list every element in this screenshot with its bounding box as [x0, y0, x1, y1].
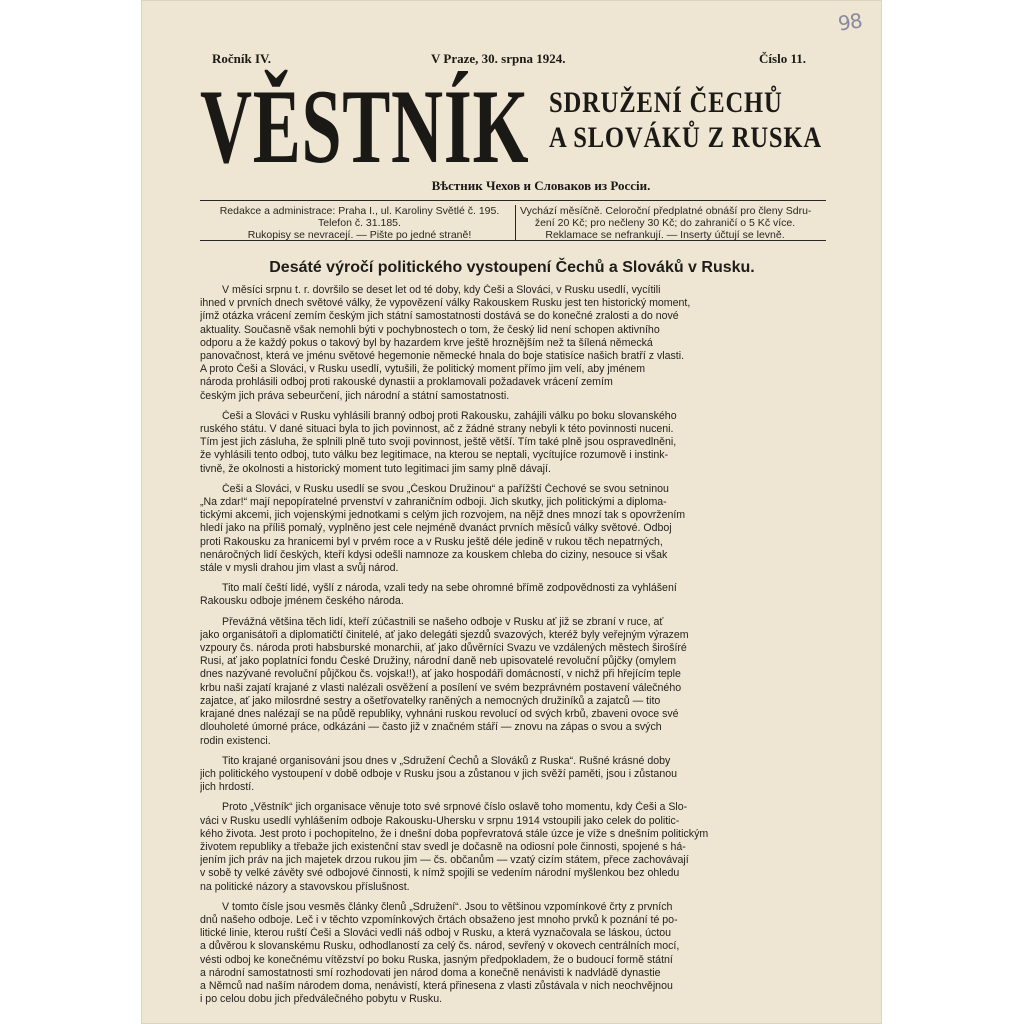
text-line: českým jich práva sebeurčení, jich národní a státní samostatnosti. [200, 389, 510, 402]
text-line: váci v Rusku usedlí vyhlášením odboje Rakousku-Uhersku v srpnu 1914 vstoupili jako celek do politic- [200, 814, 680, 827]
article-headline: Desáté výročí politického vystoupení Čechů a Slováků v Rusku. [269, 259, 755, 276]
text-line: národa prohlásili odboj proti rakouské dynastii a proklamovali požadavek vrácení zemím [200, 376, 613, 389]
text-line: krajané dnes nalézají se na půdě republiky, vyhnáni ruskou revolucí od svých krbů, zbaveni ovoce své [200, 708, 679, 721]
text-line: krbu naši zajatí krajané z vlasti nalézali osvěžení a posílení ve svém bezprávném postavení válečného [200, 681, 682, 694]
article-paragraph [200, 284, 808, 403]
text-line: dnů našeho odboje. Leč i v těchto vzpomínkových črtách obsaženo jest mnoho prvků k poznání té po- [200, 913, 678, 926]
text-line: Tito krajané organisováni jsou dnes v „Sdružení Čechů a Slováků z Ruska“. Rušné krásné doby [222, 754, 671, 767]
text-line: v sobě ty velké závěty své odbojové činnosti, k nímž spojili se vedením národní myšlenkou bez ohledu [200, 867, 680, 880]
text-line: Češi a Slováci, v Rusku usedlí se svou „Českou Družinou“ a pařížští Čechové se svou setninou [222, 482, 669, 495]
text-line: vzpoury čs. národa proti habsburské monarchii, ať jako důvěrníci Svazu ve vzdálených městech širošíré [200, 642, 687, 655]
info-line: Reklamace se nefrankují. — Inserty účtují se levně. [545, 229, 785, 241]
text-line: hledí jako na příliš pomalý, vyplněno jest cele nejméně dvanáct prvních měsíců války světové. Odboj [200, 522, 672, 535]
text-line: Proto „Věstník“ jich organisace věnuje toto své srpnové číslo oslavě toho momentu, kdy Češi a Slo- [222, 801, 688, 814]
text-line: ihned v prvních dnech světové války, že vypovězení války Rakouskem Rusku jest ten historický moment, [200, 297, 691, 310]
text-line: aktuality. Současně však nemohli býti v pochybnostech o tom, že český lid není schopen aktivního [200, 323, 660, 336]
text-line: stále v mysli drahou jim vlast a svůj národ. [200, 562, 399, 575]
text-line: „Na zdar!“ mají nepopíratelné prvenství v zahraničním odboji. Jich skutky, jich politickými a diploma- [200, 496, 667, 509]
text-line: panovačnost, která ve jménu světové hegemonie německé hnala do boje statisíce našich bratří z vlasti. [200, 350, 685, 363]
text-line: rodin existenci. [200, 734, 271, 747]
text-line: vésti odboj ke konečnému vítězství po boku Ruska, jasným předpokladem, že o budoucí formě státní [200, 953, 673, 966]
article-body [200, 284, 808, 1013]
text-line: jich politického vystoupení v době odboje v Rusku jsou a zůstanou v jich svěží paměti, jsou i zůstanou [200, 767, 677, 780]
text-line: a národní samostatnosti smí rozhodovati jen národ doma a konečně nenávisti k nadvládě dynastie [200, 966, 661, 979]
article-paragraph [200, 483, 808, 575]
text-line: i po celou dobu jich předválečného pobytu v Rusku. [200, 993, 443, 1006]
text-line: dlouholeté úmorné práce, odkázáni — často již v značném stáří — znovu na zápas o svou a svých [200, 721, 662, 734]
editorial-info [212, 205, 507, 241]
text-line: ruského státu. V dané situaci byla to jich povinnost, ač z žádné strany nebyli k této povinnosti nuceni. [200, 423, 674, 436]
issue-header-line [212, 51, 806, 69]
masthead-subtitle-line1: SDRUŽENÍ ČECHŮ [549, 86, 783, 119]
text-line: Češi a Slováci v Rusku vyhlásili branný odboj proti Rakousku, zahájili válku po boku slovanského [222, 409, 677, 422]
text-line: proti Rakousku za hranicemi byl v prvém roce a v Rusku ještě déle jedině v rukou těch nepatrných, [200, 535, 663, 548]
text-line: jako organisátoři a diplomatičtí činitelé, ať jako delegáti sjezdů svazových, kteréž byly veřejným výrazem [200, 628, 689, 641]
text-line: a Němců nad naším národem doma, nenávistí, která přinesena z vlasti zůstávala v nich neochvějnou [200, 979, 673, 992]
text-line: Tito malí čeští lidé, vyšlí z národa, vzali tedy na sebe ohromné břímě zodpovědnosti za vyhlášení [222, 582, 677, 595]
info-line: Telefon č. 31.185. [318, 217, 401, 229]
article-paragraph [200, 901, 808, 1007]
masthead-russian-title: Вѣстник Чехов и Словаков из Россіи. [431, 178, 651, 193]
text-line: tivně, že okolnosti a historický moment tuto legitimaci jim samy plně dávají. [200, 462, 551, 475]
text-line: jímž otázka vrácení zemím českým jich státní samostatnosti dostává se do konečné zralosti a do nové [200, 310, 679, 323]
issue-number: Číslo 11. [759, 51, 806, 66]
text-line: kého života. Jest proto i pochopitelno, že i dnešní doba popřevratová stále úzce je víže s dnešním politickým [200, 827, 709, 840]
info-line: Vychází měsíčně. Celoroční předplatné obnáší pro členy Sdru- [520, 205, 812, 217]
divider-rule-top [200, 200, 826, 201]
place-date: V Praze, 30. srpna 1924. [431, 51, 566, 66]
text-line: Tím jest jich zásluha, že splnili plně tuto svoji povinnost, ještě větší. Tím také plně jsou ospravedlněni, [200, 436, 677, 449]
text-line: litické linie, kterou ruští Češi a Slováci vedli náš odboj v Rusku, a která vyznačovala se láskou, úctou [200, 927, 672, 940]
text-line: na politické názory a stavovskou příslušnost. [200, 880, 410, 893]
text-line: nenáročných lidí českých, kteří kdysi odešli namnoze za kouskem chleba do ciziny, nesouce si však [200, 548, 668, 561]
newspaper-page [141, 0, 882, 1024]
info-line: žení 20 Kč; pro nečleny 30 Kč; do zahraničí o 5 Kč více. [534, 217, 796, 229]
masthead-title: VĚSTNÍK [200, 68, 530, 185]
text-line: tickými akcemi, jich vojenskými jednotkami s celým jich rozvojem, na nějž dnes mnozí tak s opovržením [200, 509, 686, 522]
text-line: zajatce, ať jako milosrdné sestry a ošetřovatelky raněných a nemocných družiníků a zajatců — tito [200, 694, 661, 707]
volume-label: Ročník IV. [212, 51, 272, 66]
info-line: Redakce a administrace: Praha I., ul. Karoliny Světlé č. 195. [219, 205, 500, 217]
text-line: že vyhlásili tento odboj, tuto válku bez legitimace, na kterou se neptali, vycítujíce rozumově i instink- [200, 449, 669, 462]
text-line: V měsíci srpnu t. r. dovršilo se deset let od té doby, kdy Češi a Slováci, v Rusku usedlí, vycítili [222, 284, 661, 296]
text-line: A proto Češi a Slováci, v Rusku usedlí, vytušili, že politický moment přímo jim velí, aby jménem [200, 363, 646, 376]
article-paragraph [200, 410, 808, 476]
text-line: V tomto čísle jsou vesměs články členů „Sdružení“. Jsou to většinou vzpomínkové črty z prvních [222, 900, 673, 913]
text-line: životem republiky a třebaže jich existenční stav svedl je dočasně na odiosní pole činnosti, spojené s há- [200, 840, 686, 853]
divider-rule-bottom [200, 240, 826, 241]
text-line: dnes nazývané revoluční půjčkou čs. vojska!!), ať jako hospodáři domácností, v nichž při hřejícím teple [200, 668, 681, 681]
text-line: a důvěrou k slovanskému Rusku, odhodlaností za celý čs. národ, sevřený v okovech centrálních mocí, [200, 940, 680, 953]
article-paragraph [200, 755, 808, 795]
masthead-subtitle-line2: A SLOVÁKŮ Z RUSKA [549, 120, 822, 154]
article-paragraph [200, 616, 808, 748]
handwritten-note: 98 [836, 8, 864, 36]
masthead-subtitle [549, 86, 822, 155]
text-line: Převážná většina těch lidí, kteří zúčastnili se našeho odboje v Rusku ať již se zbraní v ruce, ať [222, 615, 664, 628]
subscription-info [515, 205, 810, 241]
info-line: Rukopisy se nevracejí. — Pište po jedné straně! [247, 229, 472, 241]
text-line: Rakousku odboje jménem českého národa. [200, 595, 404, 608]
text-line: odporu a že každý pokus o takový byl by hazardem krve ještě hroznějším než ta šílená německá [200, 336, 653, 349]
article-paragraph [200, 801, 808, 893]
text-line: jich hrdostí. [200, 781, 255, 794]
text-line: Rusi, ať jako poplatníci fondu České Družiny, národní daně neb upisovatelé revoluční půjčky (omylem [200, 655, 677, 668]
article-paragraph [200, 582, 808, 608]
text-line: jením jich práv na jich majetek drzou rukou jim — čs. občanům — vzatý cizím státem, přece zachovávají [200, 854, 689, 867]
